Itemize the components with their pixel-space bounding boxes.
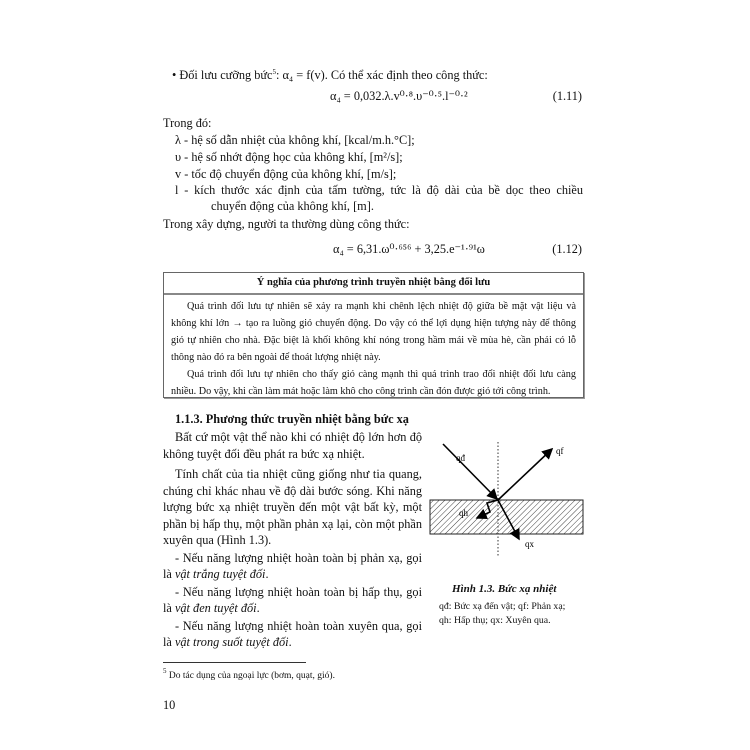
label-transmitted: qx bbox=[525, 539, 534, 549]
period: . bbox=[256, 601, 260, 615]
definition-upsilon: υ - hệ số nhớt động học của không khí, [m²/s]; bbox=[175, 150, 403, 164]
period: . bbox=[265, 567, 269, 581]
body-line: phần bị hấp thụ, một phần phản xạ lại, còn một phần bbox=[163, 517, 422, 531]
definition-v: v - tốc độ chuyển động của không khí, [m/s]; bbox=[175, 167, 397, 181]
construction-intro: Trong xây dựng, người ta thường dùng công thức: bbox=[163, 217, 410, 231]
definition-l-cont: chuyển động của không khí, [m]. bbox=[211, 199, 374, 213]
footnote-mark: 5 bbox=[163, 667, 167, 675]
forced-convection-relation: : α₄ = f(v). Có thể xác định theo công thức: bbox=[275, 68, 488, 82]
term-black-body: vật đen tuyệt đối bbox=[174, 601, 257, 615]
body-line: xuyên qua (Hình 1.3). bbox=[163, 533, 272, 547]
body-line: không tuyệt đối đều phát ra bức xạ nhiệt. bbox=[163, 447, 365, 461]
incident-arrow bbox=[443, 444, 497, 499]
body-line: Tính chất của tia nhiệt cũng giống như tia quang, bbox=[175, 467, 422, 481]
footnote-text: Do tác dụng của ngoại lực (bơm, quạt, gió). bbox=[168, 671, 335, 681]
body-line: lượng bức xạ nhiệt truyền đến một vật bất kỳ, một bbox=[163, 500, 422, 514]
definition-lambda: λ - hệ số dẫn nhiệt của không khí, [kcal/m.h.°C]; bbox=[175, 133, 415, 147]
where-label: Trong đó: bbox=[163, 116, 212, 130]
footnote-divider bbox=[163, 662, 306, 663]
body-line: chúng chỉ khác nhau về độ dài bước sóng. Khi năng bbox=[163, 484, 422, 498]
info-box-title: Ý nghĩa của phương trình truyền nhiệt bằng đối lưu bbox=[164, 273, 583, 295]
figure-caption: Hình 1.3. Bức xạ nhiệt bbox=[452, 583, 557, 595]
figure-legend-line: qh: Hấp thụ; qx: Xuyên qua. bbox=[439, 615, 551, 626]
equation-number-1-11: (1.11) bbox=[552, 89, 582, 103]
info-box-paragraph: Quá trình đối lưu tự nhiên cho thấy gió càng mạnh thì quá trình trao đổi nhiệt đối lưu càng nhiều. Do vậy, khi cần làm mát hoặc làm khô cho công trình cần đón được gió tới công trình. bbox=[171, 369, 576, 397]
la: là bbox=[163, 601, 172, 615]
label-incident: qđ bbox=[456, 453, 465, 463]
equation-number-1-12: (1.12) bbox=[552, 242, 582, 256]
body-line: - Nếu năng lượng nhiệt hoàn toàn xuyên qua, gọi bbox=[175, 619, 422, 633]
term-transparent-body: vật trong suốt tuyệt đối bbox=[174, 635, 289, 649]
definition-l: l - kích thước xác định của tấm tường, tức là độ dài của bề dọc theo chiều bbox=[175, 183, 583, 197]
footnote bbox=[163, 668, 335, 684]
body-line: - Nếu năng lượng nhiệt hoàn toàn bị hấp thụ, gọi bbox=[175, 585, 422, 599]
label-absorbed: qh bbox=[459, 508, 468, 518]
reflected-arrow bbox=[498, 449, 552, 500]
equation-1-11: α₄ = 0,032.λ.v⁰·⁸.υ⁻⁰·⁵.l⁻⁰·² bbox=[330, 89, 468, 103]
body-line: - Nếu năng lượng nhiệt hoàn toàn bị phản xạ, gọi bbox=[175, 551, 422, 565]
info-box-paragraph: Quá trình đối lưu tự nhiên sẽ xảy ra mạnh khi chênh lệch nhiệt độ giữa bề mặt vật liệu và không khí lớn → tạo ra luồng gió chuyển động. Do vậy có thể lợi dụng hiện tượng này để thông gió tự nhiên cho nhà. Đặc biệt là khối không khí nóng trong hầm mái về mùa hè, cần phải có lỗ thông nào đó ra bên ngoài để thoát lượng nhiệt này. bbox=[171, 301, 576, 363]
la: là bbox=[163, 635, 172, 649]
equation-1-12: α₄ = 6,31.ω⁰·⁶⁵⁶ + 3,25.e⁻¹·⁹¹ω bbox=[333, 242, 485, 256]
section-heading: 1.1.3. Phương thức truyền nhiệt bằng bức xạ bbox=[175, 412, 409, 426]
la: là bbox=[163, 567, 172, 581]
forced-convection-label: Đối lưu cưỡng bức bbox=[179, 68, 273, 82]
label-reflected: qf bbox=[556, 446, 564, 456]
page-number: 10 bbox=[163, 698, 176, 712]
period: . bbox=[288, 635, 292, 649]
body-line: Bất cứ một vật thể nào khi có nhiệt độ lớn hơn độ bbox=[175, 430, 422, 444]
figure-legend-line: qđ: Bức xạ đến vật; qf: Phản xạ; bbox=[439, 601, 566, 612]
footnote-ref[interactable]: 5 bbox=[272, 68, 276, 76]
bullet: • bbox=[172, 68, 177, 82]
term-white-body: vật trắng tuyệt đối bbox=[174, 567, 266, 581]
